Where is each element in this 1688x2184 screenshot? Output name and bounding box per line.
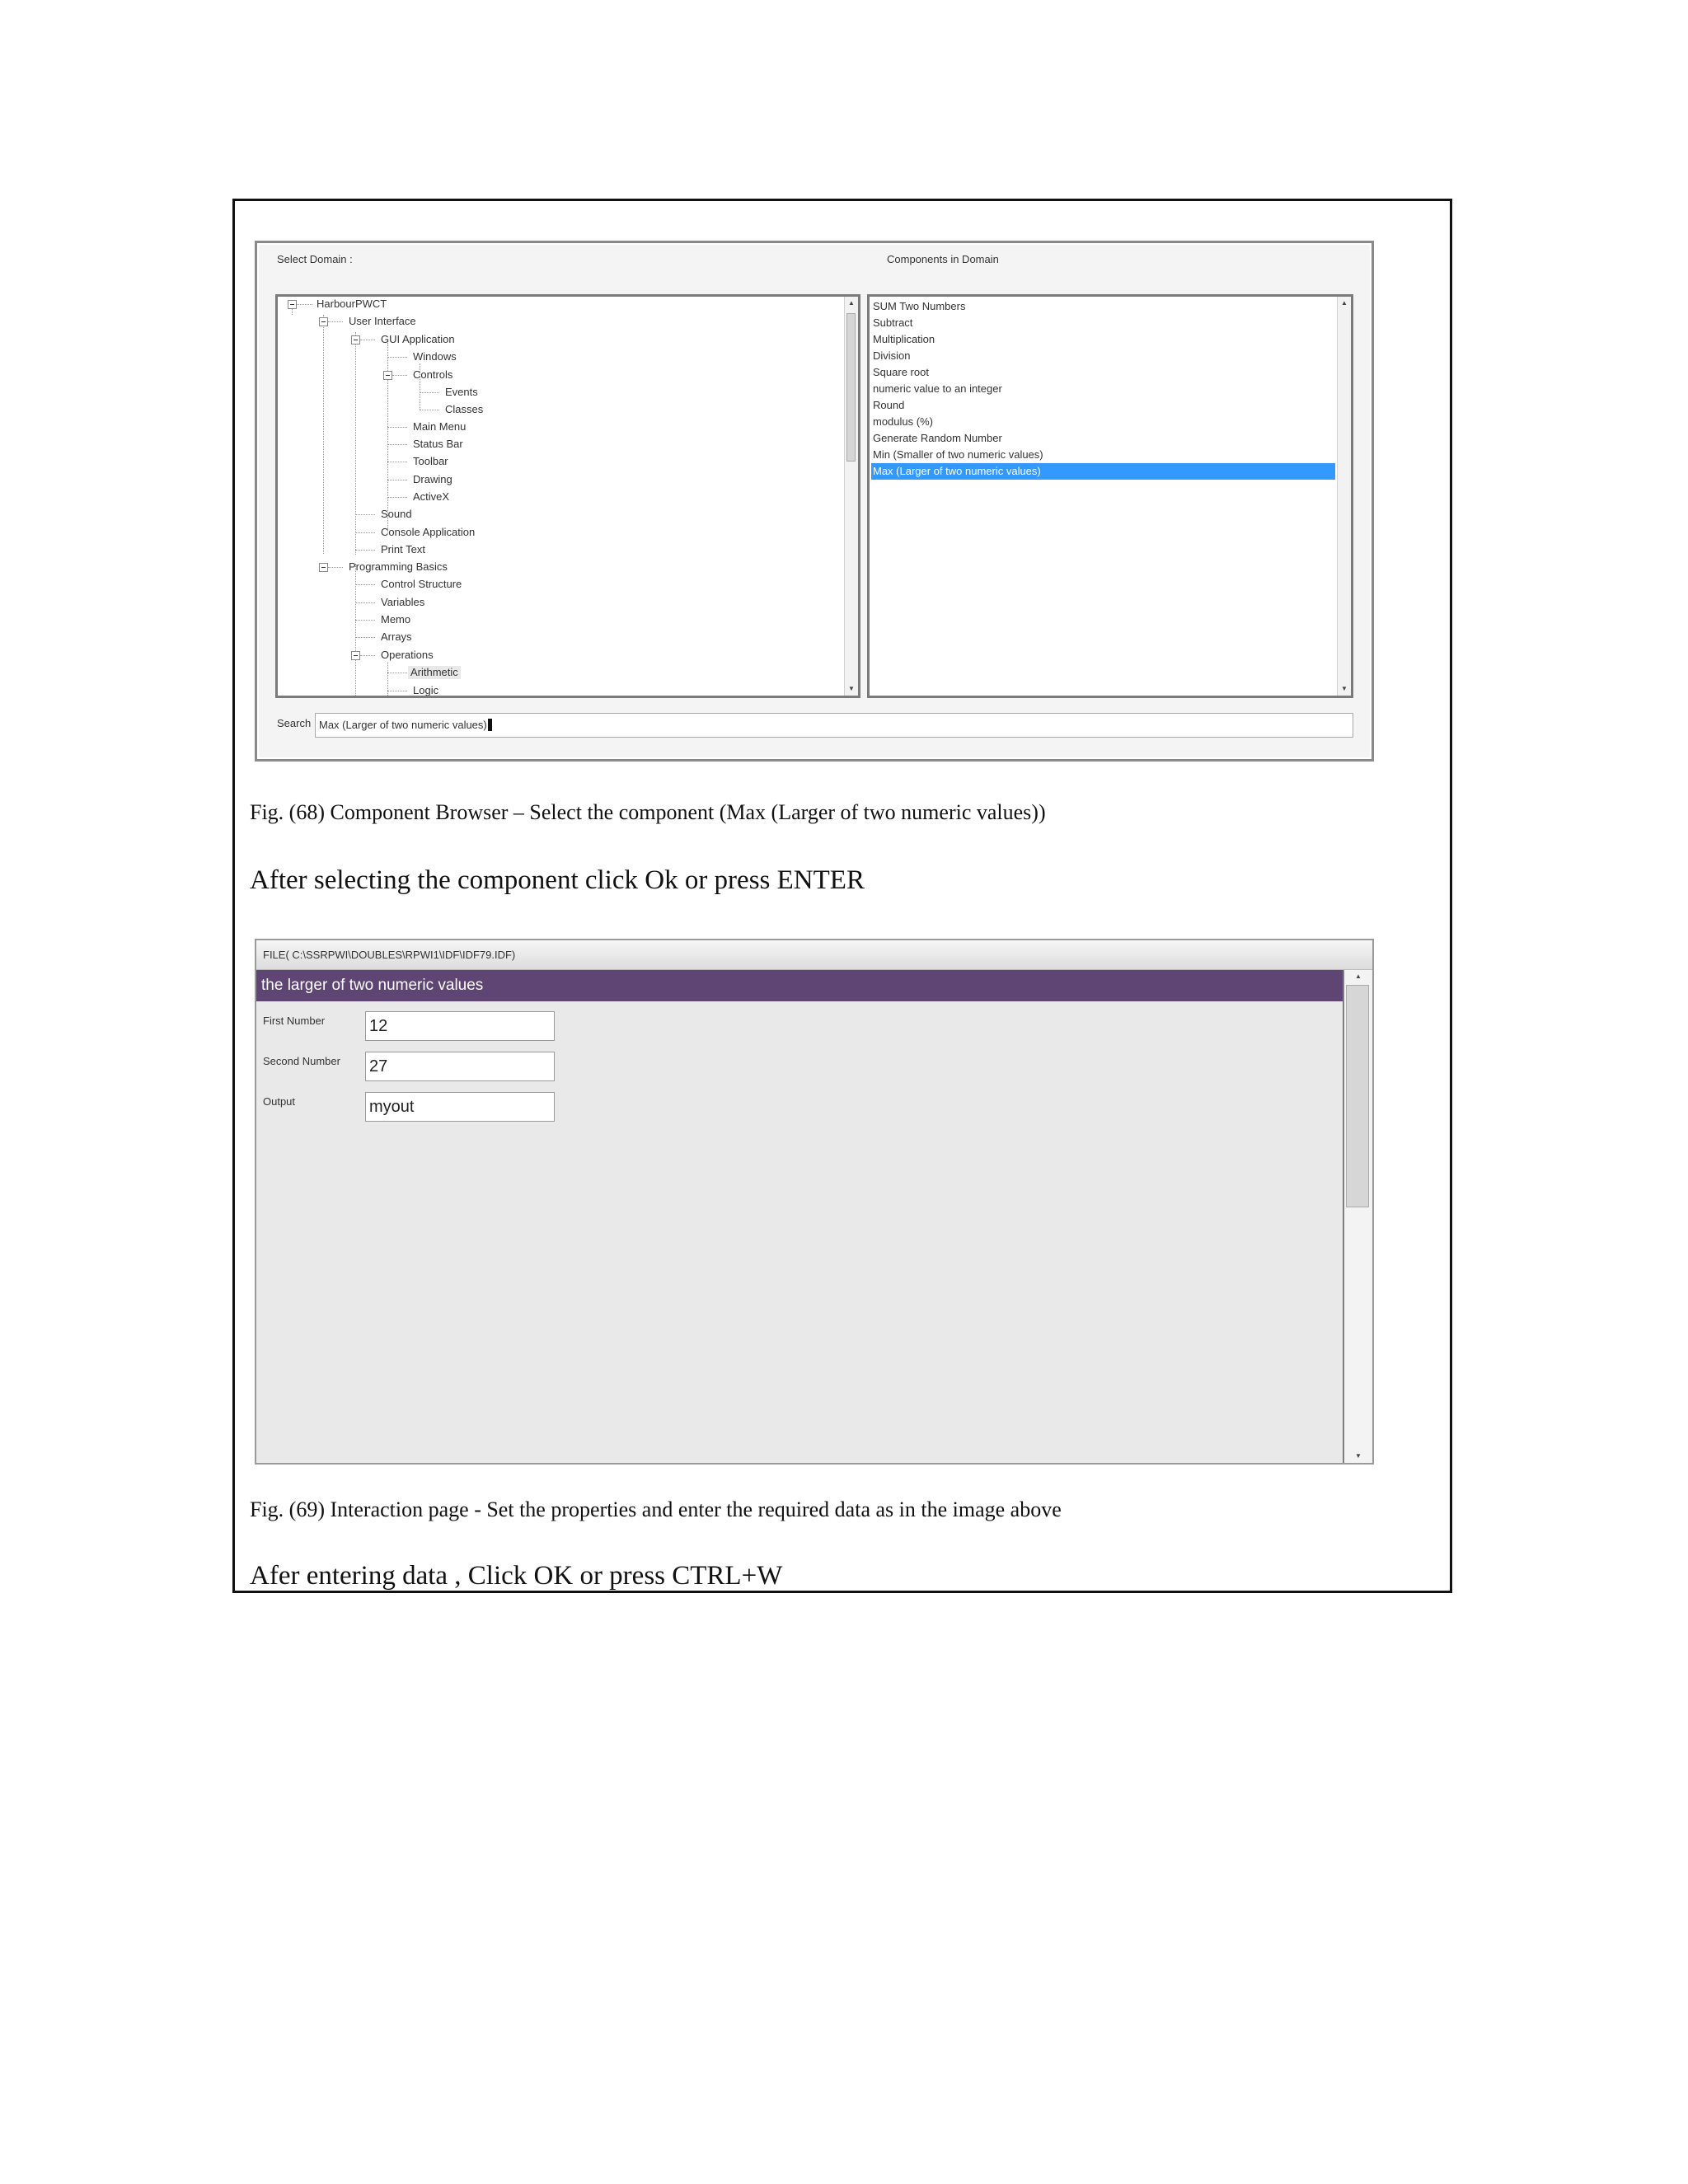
- scroll-up-arrow-icon[interactable]: ▲: [848, 299, 855, 307]
- tree-node[interactable]: Arrays: [381, 630, 412, 643]
- component-item[interactable]: Min (Smaller of two numeric values): [873, 448, 1043, 461]
- field-label-output: Output: [263, 1095, 296, 1108]
- component-item[interactable]: Square root: [873, 366, 929, 378]
- component-item[interactable]: Generate Random Number: [873, 432, 1002, 444]
- output-input[interactable]: [365, 1092, 555, 1122]
- fig69-instruction: Afer entering data , Click OK or press CTRL+W: [250, 1561, 783, 1591]
- scroll-down-arrow-icon[interactable]: ▼: [1355, 1452, 1362, 1460]
- fig68-instruction: After selecting the component click Ok or press ENTER: [250, 865, 865, 895]
- fig69-caption: Fig. (69) Interaction page - Set the properties and enter the required data as in the image above: [250, 1497, 1062, 1521]
- component-item-selected[interactable]: Max (Larger of two numeric values): [871, 463, 1335, 480]
- tree-node[interactable]: Console Application: [381, 526, 476, 538]
- interaction-scrollbar[interactable]: [1343, 970, 1372, 1463]
- tree-collapse-icon[interactable]: [351, 651, 360, 660]
- file-path-bar: FILE( C:\SSRPWI\DOUBLES\RPWI1\IDF\IDF79.IDF): [256, 940, 1372, 970]
- scroll-thumb[interactable]: [846, 313, 856, 462]
- tree-node[interactable]: Memo: [381, 613, 411, 626]
- tree-node[interactable]: Operations: [381, 649, 434, 661]
- component-item[interactable]: Multiplication: [873, 333, 935, 345]
- tree-node[interactable]: Status Bar: [413, 438, 463, 450]
- tree-node[interactable]: Classes: [445, 403, 484, 415]
- components-list[interactable]: [867, 294, 1353, 698]
- second-number-input[interactable]: [365, 1052, 555, 1081]
- tree-collapse-icon[interactable]: [319, 317, 328, 326]
- search-label: Search: [277, 717, 312, 729]
- tree-node-selected[interactable]: Arithmetic: [408, 666, 461, 679]
- component-item[interactable]: Division: [873, 349, 911, 362]
- tree-node[interactable]: Drawing: [413, 473, 452, 485]
- tree-node[interactable]: GUI Application: [381, 333, 455, 345]
- tree-node[interactable]: Logic: [413, 684, 439, 696]
- tree-node[interactable]: User Interface: [349, 315, 416, 327]
- tree-node[interactable]: Windows: [413, 350, 457, 363]
- interaction-header: the larger of two numeric values: [256, 970, 1343, 1001]
- component-item[interactable]: numeric value to an integer: [873, 382, 1002, 395]
- tree-node[interactable]: Controls: [413, 368, 453, 381]
- select-domain-label: Select Domain :: [277, 253, 353, 265]
- tree-node[interactable]: ActiveX: [413, 490, 450, 503]
- scroll-thumb[interactable]: [1346, 985, 1369, 1207]
- domain-tree[interactable]: [275, 294, 860, 698]
- tree-node[interactable]: Sound: [381, 508, 412, 520]
- component-item[interactable]: Subtract: [873, 316, 913, 329]
- components-scrollbar[interactable]: [1337, 297, 1351, 696]
- field-label-second-number: Second Number: [263, 1055, 340, 1067]
- field-label-first-number: First Number: [263, 1015, 326, 1027]
- component-browser: [255, 241, 1374, 762]
- scroll-down-arrow-icon[interactable]: ▼: [1341, 685, 1348, 692]
- tree-collapse-icon[interactable]: [288, 300, 297, 309]
- search-input[interactable]: [315, 713, 1353, 738]
- tree-node[interactable]: Control Structure: [381, 578, 462, 590]
- tree-collapse-icon[interactable]: [351, 335, 360, 344]
- page-frame: [232, 199, 1452, 1593]
- component-item[interactable]: Round: [873, 399, 905, 411]
- component-item[interactable]: SUM Two Numbers: [873, 300, 966, 312]
- fig68-caption: Fig. (68) Component Browser – Select the component (Max (Larger of two numeric values)): [250, 800, 1046, 824]
- scroll-down-arrow-icon[interactable]: ▼: [848, 685, 855, 692]
- first-number-input[interactable]: [365, 1011, 555, 1041]
- tree-collapse-icon[interactable]: [319, 563, 328, 572]
- tree-collapse-icon[interactable]: [383, 371, 392, 380]
- tree-scrollbar[interactable]: [844, 297, 858, 696]
- interaction-page: [255, 939, 1374, 1465]
- tree-node[interactable]: Variables: [381, 596, 425, 608]
- text-caret: [488, 719, 492, 731]
- tree-node[interactable]: Main Menu: [413, 420, 467, 433]
- tree-node[interactable]: Programming Basics: [349, 560, 448, 573]
- scroll-up-arrow-icon[interactable]: ▲: [1341, 299, 1348, 307]
- components-in-domain-label: Components in Domain: [887, 253, 999, 265]
- tree-node[interactable]: HarbourPWCT: [316, 298, 387, 310]
- tree-node[interactable]: Toolbar: [413, 455, 448, 467]
- tree-node[interactable]: Events: [445, 386, 478, 398]
- component-item[interactable]: modulus (%): [873, 415, 933, 428]
- scroll-up-arrow-icon[interactable]: ▲: [1355, 972, 1362, 980]
- search-value: Max (Larger of two numeric values): [319, 719, 487, 731]
- tree-node[interactable]: Print Text: [381, 543, 425, 555]
